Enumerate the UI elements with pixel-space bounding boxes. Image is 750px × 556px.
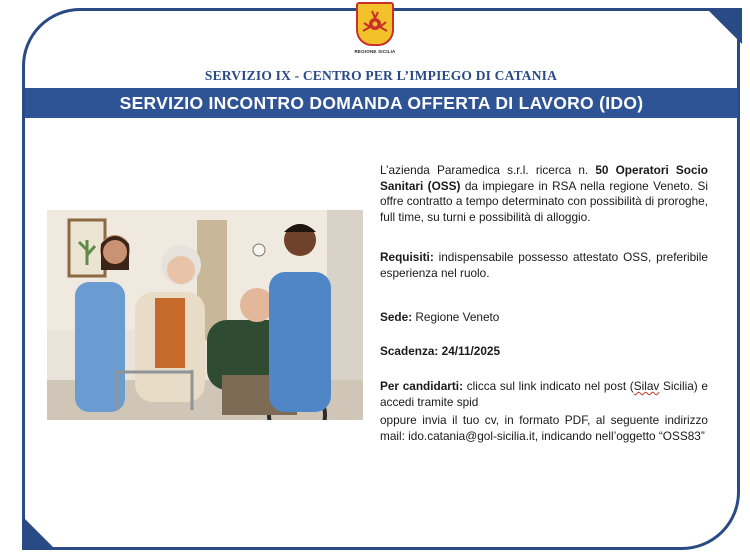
apply-email-paragraph: oppure invia il tuo cv, in formato PDF, al seguente indirizzo mail: ido.catania@gol-sicilia.it, indicando nell’oggetto “OSS83”	[380, 413, 708, 443]
requirements-paragraph	[380, 250, 708, 281]
apply-label: Per candidarti:	[380, 379, 464, 393]
regione-sicilia-logo	[353, 2, 397, 58]
caregivers-photo	[47, 210, 363, 420]
logo-caption: REGIONE SICILIA	[354, 49, 396, 54]
offer-position: 50 Operatori Socio Sanitari (OSS)	[380, 163, 708, 193]
silav-link[interactable]: Silav	[633, 379, 660, 393]
trinacria-emblem-icon	[356, 2, 394, 46]
requirements-text: indispensabile possesso attestato OSS, preferibile esperienza nel ruolo.	[380, 250, 708, 280]
apply-text-b: Sicilia) e accedi tramite spid	[380, 379, 708, 409]
offer-details: da impiegare in RSA nella regione Veneto. Si offre contratto a tempo determinato con possibilità di proroghe, full time, su turni e possibilità di alloggio.	[380, 178, 708, 224]
offer-description	[380, 163, 708, 225]
service-title: SERVIZIO IX - CENTRO PER L’IMPIEGO DI CATANIA	[204, 68, 558, 83]
location-label: Sede:	[380, 310, 413, 324]
deadline-paragraph	[380, 344, 708, 360]
offer-intro: L’azienda Paramedica s.r.l. ricerca n.	[380, 163, 596, 177]
frame-corner-top-right	[706, 8, 742, 44]
apply-text-a: clicca sul link indicato nel post (	[463, 379, 634, 393]
deadline-label: Scadenza:	[380, 344, 439, 358]
apply-paragraph	[380, 379, 708, 410]
location-value: Regione Veneto	[412, 310, 500, 324]
frame-corner-bottom-left	[22, 516, 56, 550]
location-paragraph	[380, 310, 708, 326]
requirements-label: Requisiti:	[380, 250, 434, 264]
deadline-value: 24/11/2025	[438, 344, 501, 358]
page-banner: SERVIZIO INCONTRO DOMANDA OFFERTA DI LAVORO (IDO)	[25, 88, 738, 118]
